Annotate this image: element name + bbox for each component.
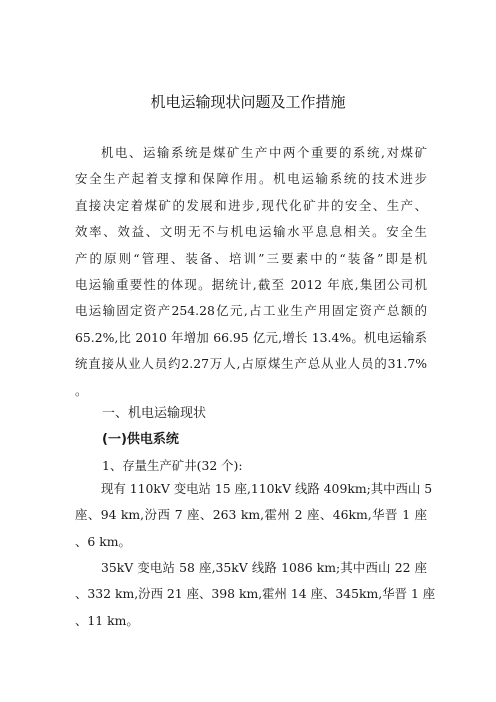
paragraph-line: 、11 km。 [75, 612, 139, 628]
paragraph-line: 安全生产起着支撑和保障作用。机电运输系统的技术进步 [75, 171, 427, 187]
paragraph-line: 、332 km,汾西 21 座、398 km,霍州 14 座、345km,华晋 1 座 [75, 586, 436, 602]
section-heading: 一、机电运输现状 [102, 406, 207, 421]
paragraph-line: 电运输固定资产254.28亿元,占工业生产用固定资产总额的 [75, 303, 427, 319]
paragraph-line: 电运输重要性的体现。据统计,截至 2012 年底,集团公司机 [75, 276, 427, 292]
paragraph-line: 座、94 km,汾西 7 座、263 km,霍州 2 座、46km,华晋 1 座 [75, 507, 427, 523]
paragraph-line: 。 [75, 382, 88, 398]
document-title: 机电运输现状问题及工作措施 [150, 93, 346, 111]
paragraph-line: 65.2%,比 2010 年增加 66.95 亿元,增长 13.4%。机电运输系 [75, 329, 427, 345]
subsection-heading: (一)供电系统 [102, 432, 179, 447]
paragraph-110kv [75, 476, 433, 555]
paragraph-line: 35kV 变电站 58 座,35kV 线路 1086 km;其中西山 22 座 [101, 560, 427, 575]
paragraph-35kv [75, 555, 436, 634]
paragraph-line: 直接决定着煤矿的发展和进步,现代化矿井的安全、生产、 [75, 197, 427, 213]
paragraph-line: 统直接从业人员约2.27万人,占原煤生产总从业人员的31.7% [75, 356, 427, 372]
paragraph-line: 、6 km。 [75, 533, 131, 549]
intro-paragraph [75, 140, 427, 404]
paragraph-line: 产的原则“管理、装备、培训”三要素中的“装备”即是机 [75, 250, 427, 266]
paragraph-line: 现有 110kV 变电站 15 座,110kV 线路 409km;其中西山 5 [101, 481, 433, 496]
paragraph-line: 效率、效益、文明无不与机电运输水平息息相关。安全生 [75, 224, 427, 240]
item-heading: 1、存量生产矿井(32 个): [102, 458, 243, 473]
paragraph-line: 机电、运输系统是煤矿生产中两个重要的系统,对煤矿 [101, 145, 427, 160]
